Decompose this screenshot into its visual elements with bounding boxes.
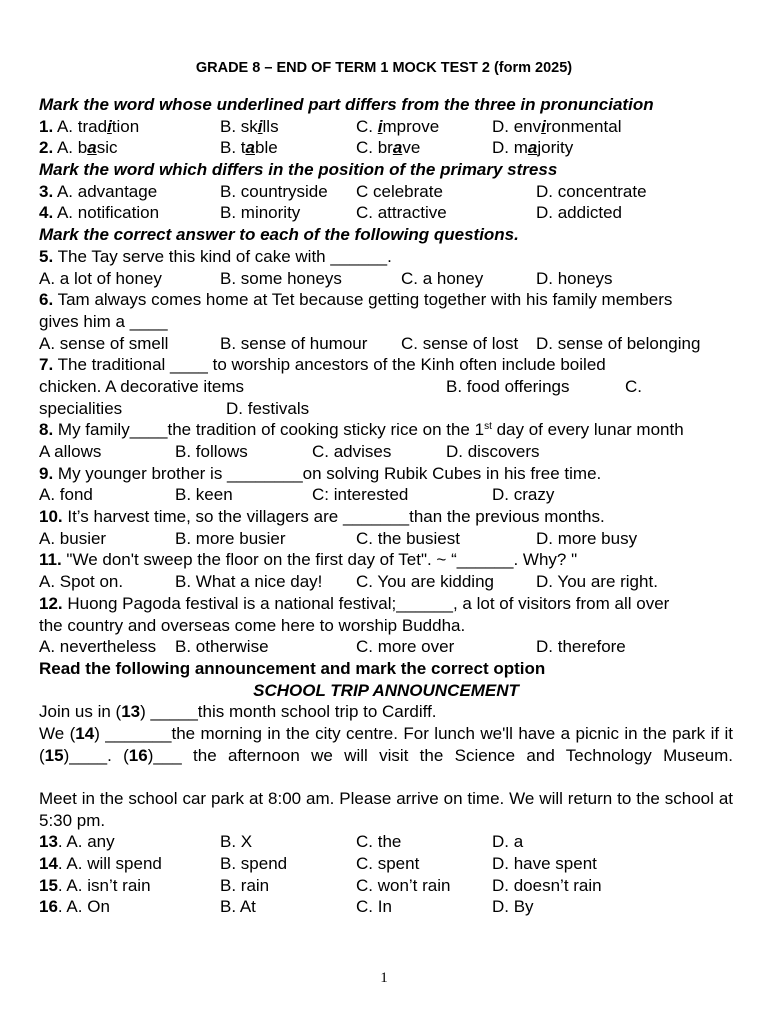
option-16c: C. In [356, 897, 392, 917]
question-9-stem: 9. My younger brother is ________on solving Rubik Cubes in his free time. [39, 463, 602, 483]
question-10-options [39, 528, 733, 550]
option-11a: A. Spot on. [39, 572, 124, 592]
question-number: 5. [39, 246, 54, 266]
option-13c: C. the [356, 832, 402, 852]
option-3c: C celebrate [356, 181, 443, 201]
option-15b: B. rain [220, 875, 270, 895]
page-title: GRADE 8 – END OF TERM 1 MOCK TEST 2 (form 2025) [195, 60, 573, 76]
test-content [39, 94, 733, 918]
option-1d: D. environmental [492, 116, 622, 136]
question-number: 7. [39, 355, 54, 375]
option-7c: specialities [39, 398, 123, 418]
option-16a: 16. A. On [39, 897, 110, 917]
option-1a: 1. A. tradition [39, 116, 140, 136]
question-13 [39, 831, 733, 853]
question-5-stem: 5. The Tay serve this kind of cake with ______. [39, 246, 392, 266]
question-number: 10. [39, 507, 63, 527]
announcement-title: SCHOOL TRIP ANNOUNCEMENT [253, 680, 519, 700]
section-heading-pronunciation: Mark the word whose underlined part differs from the three in pronunciation [39, 95, 654, 114]
question-number: 16 [39, 897, 58, 917]
question-number: 15 [39, 875, 58, 895]
option-8a: A allows [39, 442, 102, 461]
question-10-stem: 10. It’s harvest time, so the villagers are _______than the previous months. [39, 507, 605, 527]
option-8c: C. advises [312, 442, 392, 461]
option-14c: C. spent [356, 854, 420, 874]
question-number: 2. [39, 138, 54, 158]
question-12-stem-1: 12. Huong Pagoda festival is a national festival;______, a lot of visitors from all over [39, 593, 670, 613]
option-12b: B. otherwise [175, 637, 269, 657]
question-6-stem-1: 6. Tam always comes home at Tet because getting together with his family members [39, 290, 673, 310]
option-7d: D. festivals [226, 398, 310, 418]
question-number: 6. [39, 290, 54, 310]
option-4c: C. attractive [356, 203, 447, 223]
option-11c: C. You are kidding [356, 572, 494, 592]
option-14b: B. spend [220, 854, 288, 874]
question-8-stem: 8. My family____the tradition of cooking sticky rice on the 1st day of every lunar month [39, 420, 684, 440]
question-2 [39, 137, 733, 159]
option-3d: D. concentrate [536, 181, 647, 201]
option-14d: D. have spent [492, 854, 597, 874]
option-5d: D. honeys [536, 268, 613, 288]
option-13b: B. X [220, 832, 253, 852]
option-6d: D. sense of belonging [536, 333, 701, 353]
question-11-stem: 11. "We don't sweep the floor on the first day of Tet". ~ “______. Why? " [39, 550, 578, 570]
question-15 [39, 875, 733, 897]
option-10c: C. the busiest [356, 528, 460, 548]
question-number: 8. [39, 420, 54, 440]
option-16d: D. By [492, 897, 534, 917]
question-7-stem: 7. The traditional ____ to worship ancestors of the Kinh often include boiled [39, 355, 606, 375]
announcement-paragraph-1: Join us in (13) _____this month school trip to Cardiff. [39, 702, 437, 722]
option-9a: A. fond [39, 485, 93, 505]
option-2d: D. majority [492, 138, 574, 158]
option-12d: D. therefore [536, 637, 626, 657]
option-8d: D. discovers [446, 442, 540, 461]
announcement-paragraph-2: We (14) _______the morning in the city centre. For lunch we'll have a picnic in the park if it (15)____. (16)___ the afternoon we will visit the Science and Technology Museum. [39, 723, 734, 765]
option-15d: D. doesn’t rain [492, 875, 602, 895]
option-10d: D. more busy [536, 528, 638, 548]
option-1b: B. skills [220, 116, 279, 136]
option-6a: A. sense of smell [39, 333, 169, 353]
question-3 [39, 181, 733, 203]
question-number: 4. [39, 203, 54, 223]
option-4d: D. addicted [536, 203, 622, 223]
option-6c: C. sense of lost [401, 333, 519, 353]
option-7b: B. food offerings [446, 376, 570, 396]
option-4b: B. minority [220, 203, 301, 223]
announcement-paragraph-3: Meet in the school car park at 8:00 am. Please arrive on time. We will return to the school at 5:30 pm. [39, 789, 733, 830]
question-number: 14 [39, 854, 58, 874]
option-11d: D. You are right. [536, 572, 658, 592]
option-15c: C. won’t rain [356, 875, 451, 895]
question-number: 3. [39, 181, 54, 201]
option-7c-label: C. [625, 376, 642, 396]
question-number: 12. [39, 593, 63, 613]
question-number: 1. [39, 116, 54, 136]
option-1c: C. improve [356, 116, 440, 136]
option-2a: 2. A. basic [39, 138, 118, 158]
question-12-options [39, 636, 733, 658]
page-number: 1 [380, 970, 388, 986]
question-9-options [39, 484, 733, 506]
section-heading-reading: Read the following announcement and mark the correct option [39, 658, 546, 678]
question-4 [39, 202, 733, 224]
option-14a: 14. A. will spend [39, 854, 162, 874]
option-12a: A. nevertheless [39, 637, 157, 657]
option-15a: 15. A. isn’t rain [39, 875, 151, 895]
option-12c: C. more over [356, 637, 455, 657]
question-number: 13 [39, 832, 58, 852]
option-13d: D. a [492, 832, 524, 852]
section-heading-stress: Mark the word which differs in the position of the primary stress [39, 160, 558, 180]
question-16 [39, 896, 733, 918]
option-5b: B. some honeys [220, 268, 342, 288]
section-heading-multiple-choice: Mark the correct answer to each of the following questions. [39, 225, 519, 245]
question-6-stem-2: gives him a ____ [39, 311, 168, 331]
option-8b: B. follows [175, 442, 248, 461]
question-6-options [39, 333, 733, 355]
option-10a: A. busier [39, 528, 107, 548]
option-6b: B. sense of humour [220, 333, 368, 353]
option-3b: B. countryside [220, 181, 328, 201]
option-13a: 13. A. any [39, 832, 115, 852]
question-12-stem-2: the country and overseas come here to worship Buddha. [39, 615, 466, 635]
question-7-line-2: chicken. A decorative items B. food offerings C. [39, 376, 642, 396]
option-5c: C. a honey [401, 268, 484, 288]
option-3a: 3. A. advantage [39, 181, 158, 201]
question-number: 11. [39, 550, 62, 570]
option-4a: 4. A. notification [39, 203, 160, 223]
option-2c: C. brave [356, 138, 421, 158]
question-7-line-3 [39, 398, 733, 420]
option-9c: C: interested [312, 485, 409, 505]
option-16b: B. At [220, 897, 256, 917]
option-10b: B. more busier [175, 528, 286, 548]
question-5-options [39, 268, 733, 290]
question-8-options [39, 441, 733, 463]
option-11b: B. What a nice day! [175, 572, 323, 592]
question-14 [39, 853, 733, 875]
option-5a: A. a lot of honey [39, 268, 162, 288]
option-9d: D. crazy [492, 485, 555, 505]
question-1 [39, 116, 733, 138]
question-11-options [39, 571, 733, 593]
option-9b: B. keen [175, 485, 233, 505]
option-2b: B. table [220, 138, 278, 158]
question-number: 9. [39, 463, 54, 483]
